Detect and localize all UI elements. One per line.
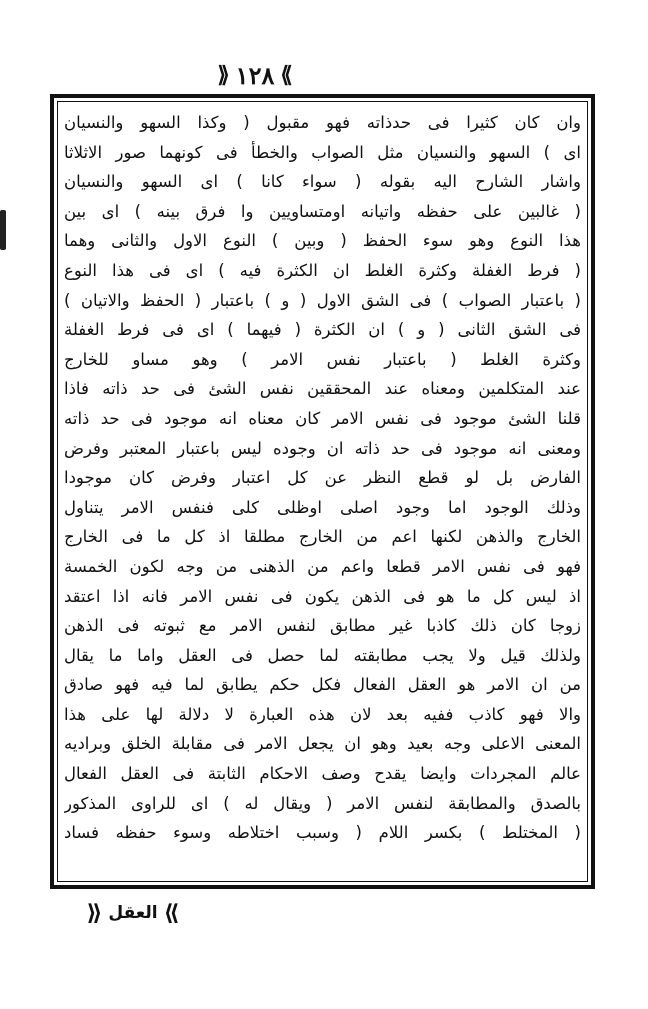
text-line: من ان الامر هو العقل الفعال فكل حكم يطابق لما فيه فهو صادق [64,675,581,695]
text-line: ( المختلط ) بكسر اللام ( وسبب اختلاطه وسوء حفظه فساد [64,823,581,843]
text-line: ( باعتبار الصواب ) فى الشق الاول ( و ) باعتبار ( الحفظ والاتيان ) [64,290,581,310]
text-line: ومعنى انه موجود فى حد ذاته ان وجوده ليس باعتبار المعتبر وفرض [64,438,581,458]
text-line: بالصدق والمطابقة لنفس الامر ( ويقال له ) اى للراوى المذكور [64,793,581,813]
ornament-left-icon: ⟪ [86,900,103,926]
text-line: ( فرط الغفلة وكثرة الغلط ان الكثرة فيه ) اى فى هذا النوع [64,260,581,280]
main-text-block [64,108,581,878]
text-line: اذ ليس كل ما هو فى الذهن يكون فى نفس الامر فانه اذا اعتقد [64,586,581,606]
text-line: فى الشق الثانى ( و ) ان الكثرة ( فيهما ) اى فى فرط الغفلة [64,320,581,340]
page-edge-mark [0,210,6,250]
ornament-left-icon: ⟪ [217,62,230,88]
text-line: ( غالبين على حفظه واتيانه اومتساويين وا فرق بينه ) اى بين [64,201,581,221]
ornament-right-icon: ⟫ [163,900,180,926]
text-line: عند المتكلمين ومعناه عند المحققين نفس الشئ فى حد ذاته فاذا [64,379,581,399]
text-line: وذلك الوجود اما وجود اصلى اوظلى كلى فنفس الامر يتناول [64,497,581,517]
text-line: قلنا الشئ موجود فى نفس الامر كان معناه انه موجود فى حد ذاته [64,408,581,428]
text-line: واشار الشارح اليه بقوله ( سواء كانا ) اى السهو والنسيان [64,172,581,192]
text-line: المعنى الاعلى وجه بعيد وهو ان يجعل الامر فى مقابلة الخلق وبراديه [64,734,581,754]
text-line: الفارض بل لو قطع النظر عن كل اعتبار وفرض كان موجودا [64,468,581,488]
catchword-footer [78,896,188,930]
catchword: العقل [108,903,158,923]
text-line: وكثرة الغلط ( باعتبار نفس الامر ) وهو مساو للخارج [64,349,581,369]
text-line: ولذلك قيل ولا يجب مطابقته لما حصل فى العقل واما ما يقال [64,645,581,665]
text-line: عالم المجردات وايضا يقدح وصف الاحكام الثابتة فى العقل الفعال [64,764,581,784]
text-line: الخارج والذهن لكنها اعم من الخارج مطلقا اذ كل ما فى الخارج [64,527,581,547]
text-line: وان كان كثيرا فى حدذاته فهو مقبول ( وكذا السهو والنسيان [64,113,581,132]
text-line: فهو فى نفس الامر قطعا واعم من الذهنى من وجه لكون الخمسة [64,556,581,576]
page-number: ١٢٨ [235,60,275,90]
page-number-header [200,58,310,92]
text-line: والا فهو كاذب ففيه بعد لان هذه العبارة لا دلالة لها على هذا [64,704,581,724]
text-line: اى ) السهو والنسيان مثل الصواب والخطأ فى كونهما صور الاثلاثا [64,142,581,162]
text-line: زوجا كان ذلك كاذبا غير مطابق لنفس الامر مع ثبوته فى الذهن [64,616,581,636]
text-line: هذا النوع وهو سوء الحفظ ( وبين ) النوع الاول والثانى وهما [64,231,581,251]
ornament-right-icon: ⟫ [280,62,293,88]
